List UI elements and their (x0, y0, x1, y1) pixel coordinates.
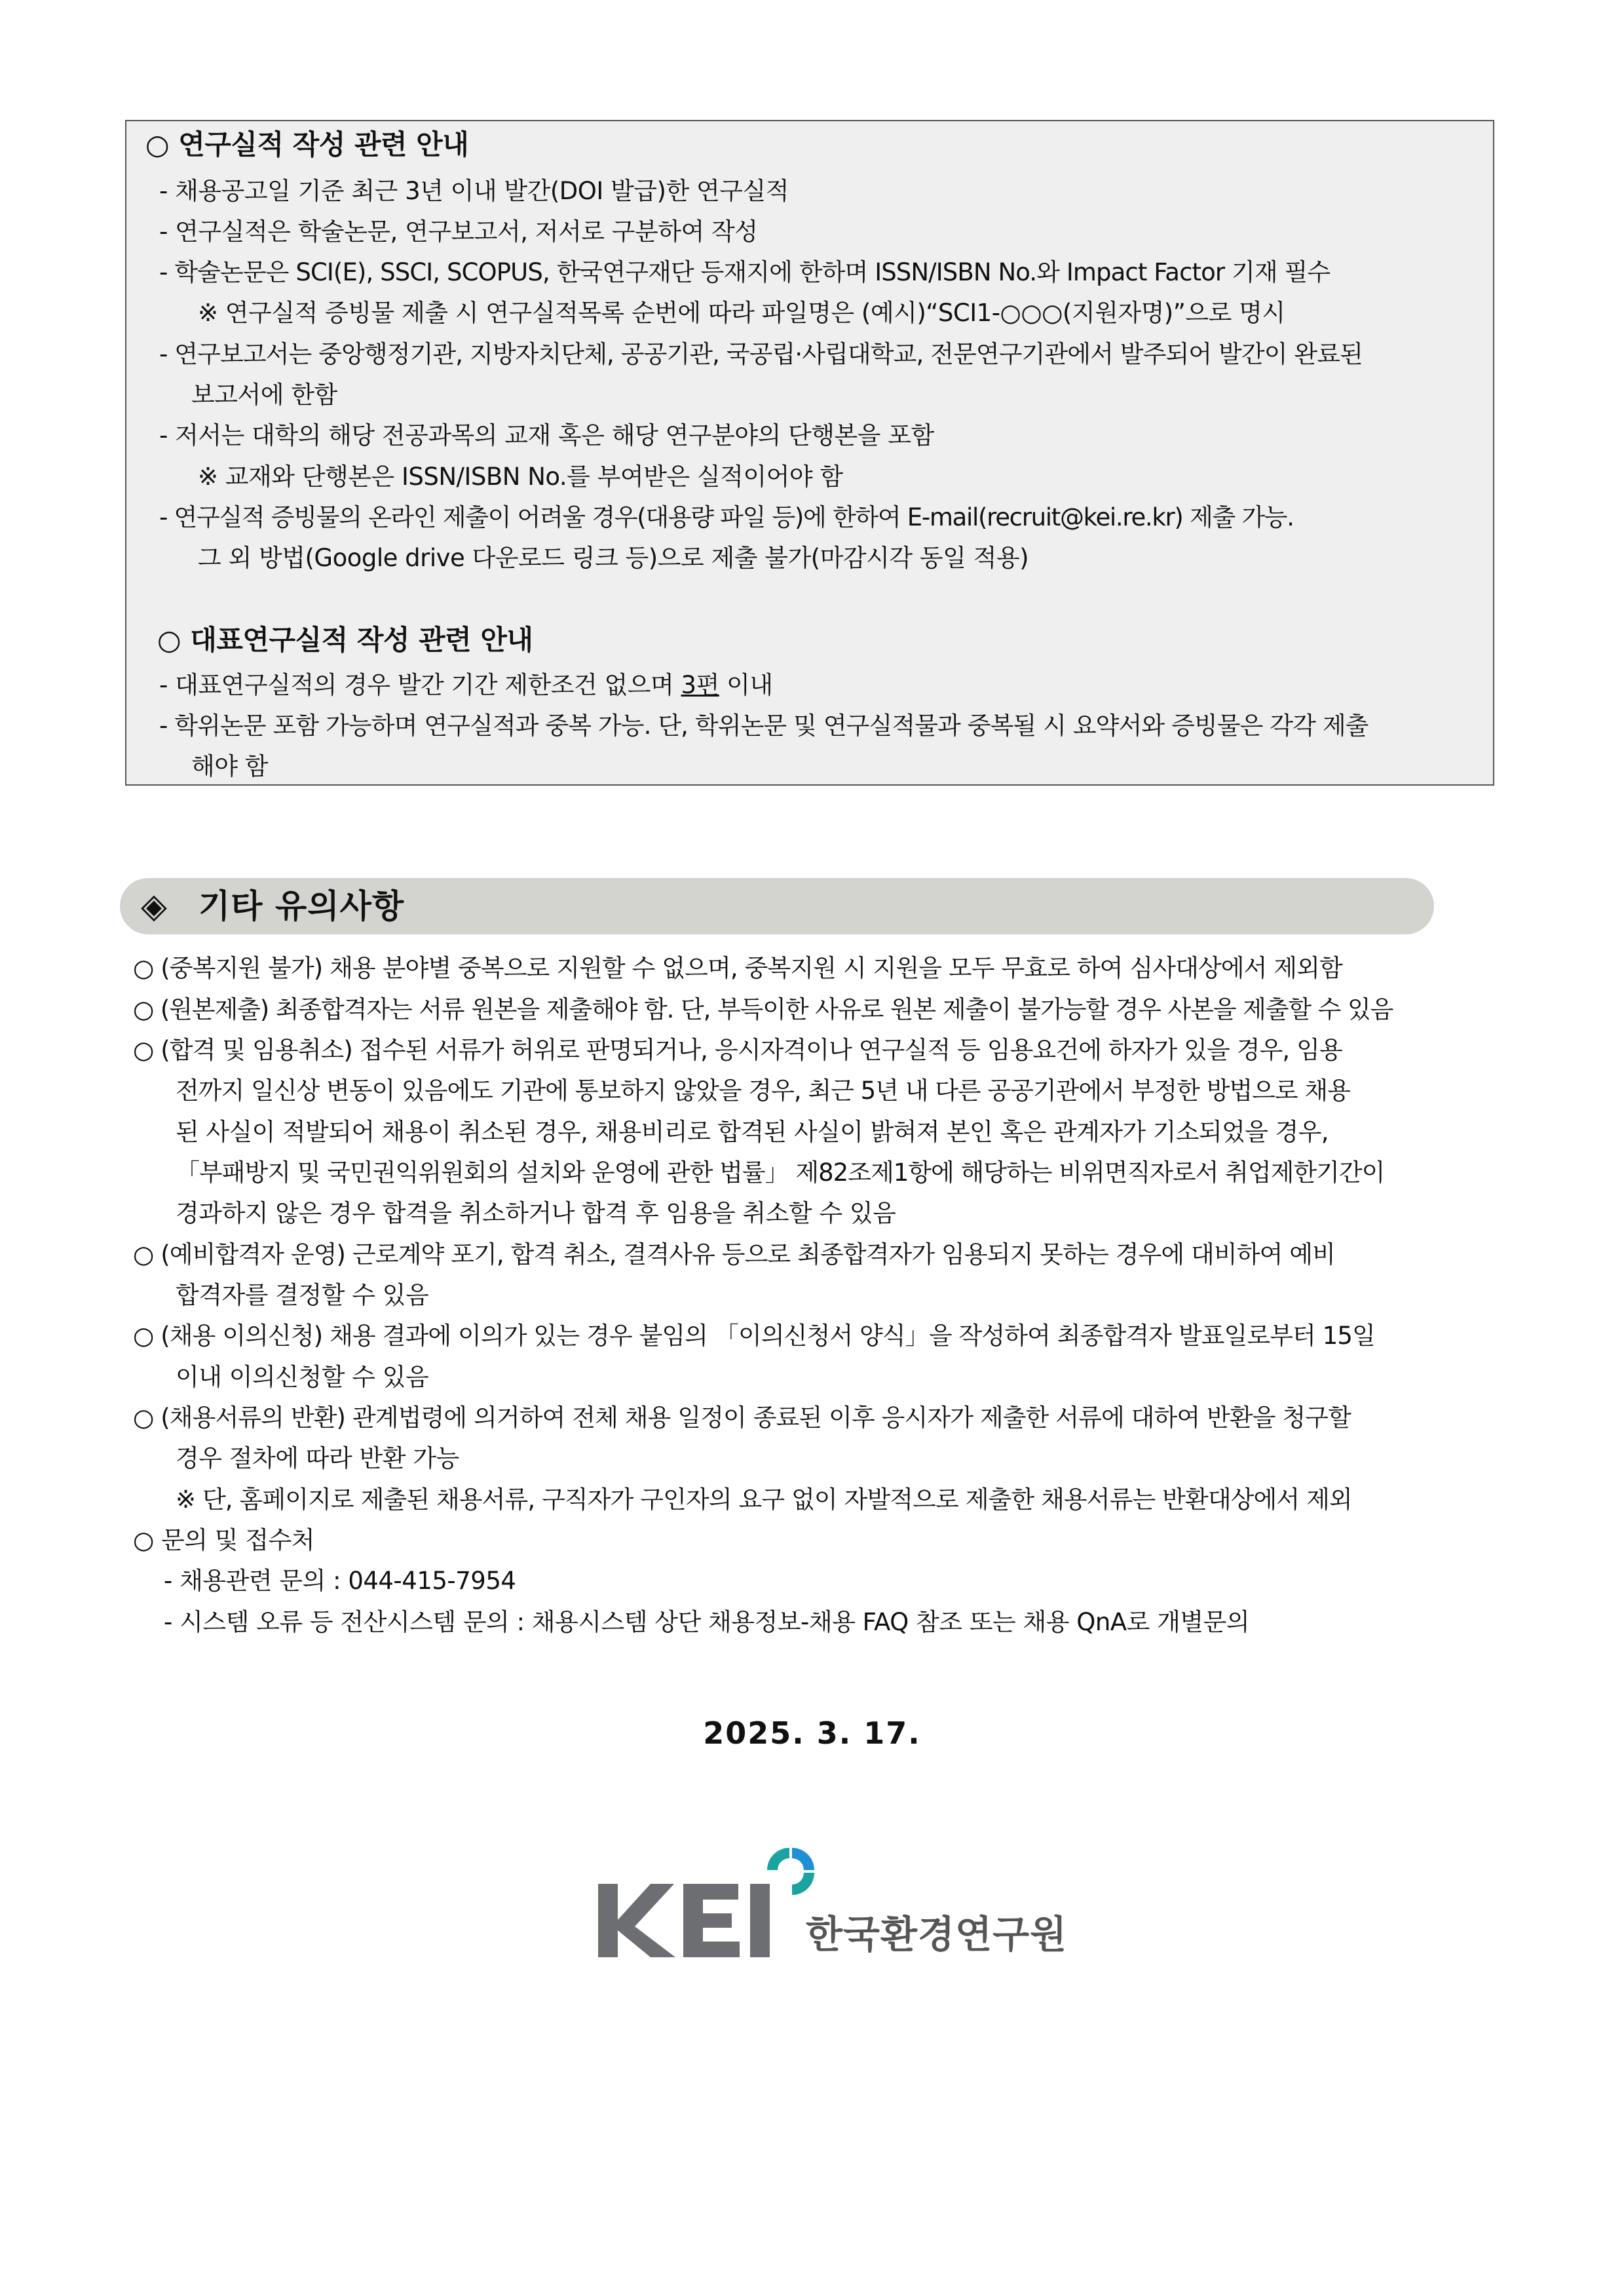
note-line: - 채용관련 문의 : 044-415-7954 (164, 1567, 516, 1595)
note-line: ○ (채용 이의신청) 채용 결과에 이의가 있는 경우 붙임의 「이의신청서 양식」을 작성하여 최종합격자 발표일로부터 15일 (133, 1322, 1375, 1350)
section-title: 기타 유의사항 (198, 887, 405, 925)
representative-research-line: - 학위논문 포함 가능하며 연구실적과 중복 가능. 단, 학위논문 및 연구실적물과 중복될 시 요약서와 증빙물은 각각 제출 (159, 712, 1369, 740)
note-line: 「부패방지 및 국민권익위원회의 설치와 운영에 관한 법률」 제82조제1항에 해당하는 비위면직자로서 취업제한기간이 (176, 1158, 1385, 1187)
note-line: ○ (원본제출) 최종합격자는 서류 원본을 제출해야 함. 단, 부득이한 사유로 원본 제출이 불가능할 경우 사본을 제출할 수 있음 (133, 995, 1393, 1024)
org-name: 한국환경연구원 (806, 1912, 1068, 1957)
note-line: ○ (중복지원 불가) 채용 분야별 중복으로 지원할 수 없으며, 중복지원 시 지원을 모두 무효로 하여 심사대상에서 제외함 (133, 954, 1342, 982)
note-line: ○ (채용서류의 반환) 관계법령에 의거하여 전체 채용 일정이 종료된 이후 응시자가 제출한 서류에 대하여 반환을 청구할 (133, 1404, 1351, 1432)
research-guide-line: - 학술논문은 SCI(E), SSCI, SCOPUS, 한국연구재단 등재지에 한하며 ISSN/ISBN No.와 Impact Factor 기재 필수 (159, 258, 1331, 286)
note-line: 된 사실이 적발되어 채용이 취소된 경우, 채용비리로 합격된 사실이 밝혀져 본인 혹은 관계자가 기소되었을 경우, (176, 1118, 1329, 1146)
representative-line-prefix: - 대표연구실적의 경우 발간 기간 제한조건 없으며 (159, 671, 681, 699)
research-guide-heading: ○ 연구실적 작성 관련 안내 (145, 128, 469, 161)
note-line: ○ 문의 및 접수처 (133, 1526, 315, 1554)
document-date: 2025. 3. 17. (703, 1715, 921, 1751)
section-header-bar (120, 878, 1434, 934)
research-guide-note: ※ 연구실적 증빙물 제출 시 연구실적목록 순번에 따라 파일명은 (예시)“SCI1-○○○(지원자명)”으로 명시 (198, 299, 1285, 327)
note-line: ○ (예비합격자 운영) 근로계약 포기, 합격 취소, 결격사유 등으로 최종합격자가 임용되지 못하는 경우에 대비하여 예비 (133, 1240, 1335, 1269)
research-guide-line: - 저서는 대학의 해당 전공과목의 교재 혹은 해당 연구분야의 단행본을 포함 (159, 421, 934, 450)
research-guide-line: - 연구보고서는 중앙행정기관, 지방자치단체, 공공기관, 국공립·사립대학교, 전문연구기관에서 발주되어 발간이 완료된 (159, 340, 1363, 368)
note-line: 전까지 일신상 변동이 있음에도 기관에 통보하지 않았을 경우, 최근 5년 내 다른 공공기관에서 부정한 방법으로 채용 (176, 1077, 1350, 1105)
note-line: ○ (합격 및 임용취소) 접수된 서류가 허위로 판명되거나, 응시자격이나 연구실적 등 임용요건에 하자가 있을 경우, 임용 (133, 1036, 1342, 1064)
note-line: 합격자를 결정할 수 있음 (176, 1281, 429, 1309)
research-guide-line: 보고서에 한함 (191, 381, 337, 409)
note-line: - 시스템 오류 등 전산시스템 문의 : 채용시스템 상단 채용정보-채용 FAQ 참조 또는 채용 QnA로 개별문의 (164, 1608, 1250, 1636)
research-guide-note: ※ 교재와 단행본은 ISSN/ISBN No.를 부여받은 실적이어야 함 (198, 463, 843, 491)
representative-research-line: 해야 함 (191, 752, 268, 780)
note-line: 경과하지 않은 경우 합격을 취소하거나 합격 후 임용을 취소할 수 있음 (176, 1199, 896, 1227)
diamond-icon: ◈ (141, 887, 167, 926)
note-line: ※ 단, 홈페이지로 제출된 채용서류, 구직자가 구인자의 요구 없이 자발적으로 제출한 채용서류는 반환대상에서 제외 (176, 1485, 1352, 1514)
representative-count: 3편 (681, 671, 719, 699)
research-guide-line: - 연구실적 증빙물의 온라인 제출이 어려울 경우(대용량 파일 등)에 한하여 E-mail(recruit@kei.re.kr) 제출 가능. (159, 503, 1294, 531)
research-guide-line: - 채용공고일 기준 최근 3년 이내 발간(DOI 발급)한 연구실적 (159, 177, 789, 205)
research-guide-line: 그 외 방법(Google drive 다운로드 링크 등)으로 제출 불가(마감시각 동일 적용) (198, 544, 1029, 572)
representative-line-suffix: 이내 (719, 671, 773, 699)
research-guide-line: - 연구실적은 학술논문, 연구보고서, 저서로 구분하여 작성 (159, 218, 758, 246)
note-line: 경우 절차에 따라 반환 가능 (176, 1444, 459, 1472)
representative-research-line (159, 665, 773, 706)
representative-research-heading: ○ 대표연구실적 작성 관련 안내 (157, 624, 533, 656)
note-line: 이내 이의신청할 수 있음 (176, 1363, 429, 1391)
